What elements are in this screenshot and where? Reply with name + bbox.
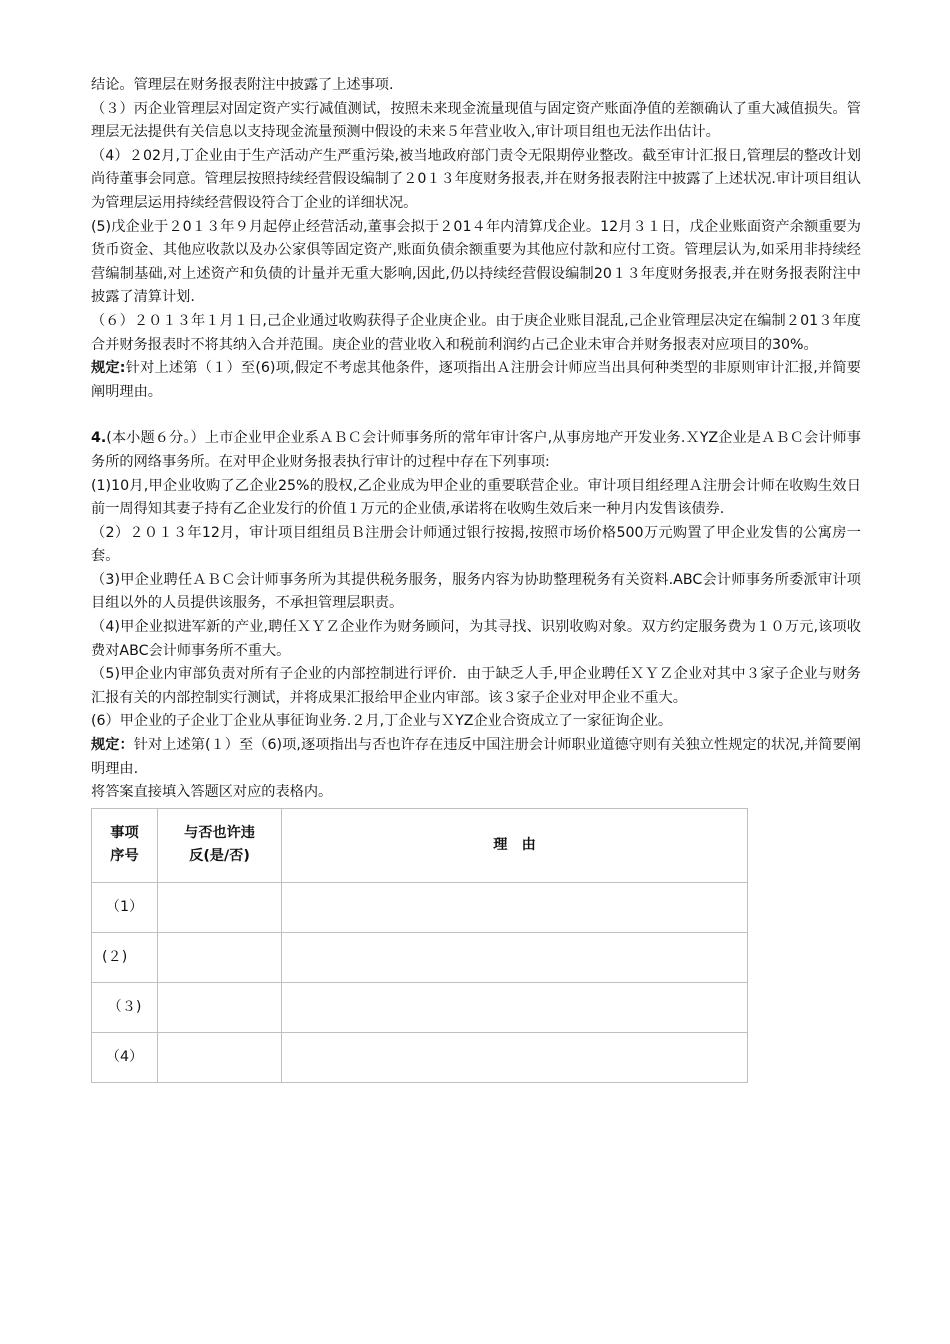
answer-table [91,808,748,1083]
paragraph-item-4: （4）２02月,丁企业由于生产活动产生严重污染,被当地政府部门责令无限期停业整改。截至审计汇报日,管理层的整改计划尚待董事会同意。管理层按照持续经营假设编制了２0１３年度财务报表,并在财务报表附注中披露了上述状况.审计项目组认为管理层运用持续经营假设符合丁企业的详细状况。 [91,147,861,211]
header-violate [158,808,282,882]
header-violate-line2: 反(是/否) [189,848,250,865]
table-row [92,882,748,932]
header-violate-line1: 与否也许违 [184,824,255,841]
row-violate-cell[interactable] [158,982,282,1032]
q4-intro [91,427,861,474]
q4-item-1: (1)10月,甲企业收购了乙企业25%的股权,乙企业成为甲企业的重要联营企业。审计项目组经理Ａ注册会计师在收购生效日前一周得知其妻子持有乙企业发行的价值１万元的企业债,承诺将在收购生效后来一种月内发售该债券. [91,477,861,518]
header-seq-line2: 序号 [110,848,139,865]
header-reason: 理 由 [282,808,748,882]
q4-note: 将答案直接填入答题区对应的表格内。 [91,784,333,801]
q4-requirement-label: 规定： [91,737,134,754]
row-reason-cell[interactable] [282,932,748,982]
q4-requirement [91,734,861,781]
row-reason-cell[interactable] [282,882,748,932]
q4-intro-text: (本小题６分。）上市企业甲企业系ＡＢＣ会计师事务所的常年审计客户,从事房地产开发业务.ＸYZ企业是ＡＢＣ会计师事务所的网络事务所。在对甲企业财务报表执行审计的过程中存在下列事项: [91,430,861,470]
header-seq-line1: 事项 [110,824,139,841]
table-row [92,932,748,982]
paragraph-item-5: (5)戊企业于２0１３年９月起停止经营活动,董事会拟于２01４年内清算戊企业。12月３１日，戊企业账面资产余额重要为货币资金、其他应收款以及办公家俱等固定资产,账面负债余额重要为其他应付款和应付工资。管理层认为,如采用非持续经营编制基础,对上述资产和负债的计量并无重大影响,因此,仍以持续经营假设编制20１３年度财务报表,并在财务报表附注中披露了清算计划. [91,218,861,306]
row-seq: （３) [92,982,158,1032]
paragraph-item-6: （６）２０１３年１月１日,己企业通过收购获得子企业庚企业。由于庚企业账目混乱,己企业管理层决定在编制２01３年度合并财务报表时不将其纳入合并范围。庚企业的营业收入和税前利润约占己企业未审合并财务报表对应项目的30%。 [91,312,861,353]
table-row [92,1032,748,1082]
table-row [92,982,748,1032]
row-seq: （1） [92,882,158,932]
spacer [91,404,861,427]
q4-title: 4. [91,430,107,447]
q3-requirement-label: 规定: [91,360,126,377]
q3-requirement-text: 针对上述第（１）至(6)项,假定不考虑其他条件，逐项指出Ａ注册会计师应当出具何种类型的非原则审计汇报,并简要阐明理由。 [91,360,861,400]
row-seq: (２) [92,932,158,982]
row-violate-cell[interactable] [158,1032,282,1082]
row-reason-cell[interactable] [282,982,748,1032]
q3-requirement [91,357,861,404]
row-seq: （4） [92,1032,158,1082]
q4-item-2: （2）２０１３年12月，审计项目组组员Ｂ注册会计师通过银行按揭,按照市场价格500万元购置了甲企业发售的公寓房一套。 [91,524,861,565]
row-reason-cell[interactable] [282,1032,748,1082]
q4-requirement-text: 针对上述第(１）至（6)项,逐项指出与否也许存在违反中国注册会计师职业道德守则有关独立性规定的状况,并简要阐明理由. [91,737,861,777]
q4-item-3: （3)甲企业聘任ＡＢＣ会计师事务所为其提供税务服务，服务内容为协助整理税务有关资料.ABC会计师事务所委派审计项目组以外的人员提供该服务，不承担管理层职责。 [91,571,861,612]
header-seq [92,808,158,882]
document-body [91,74,861,1083]
q4-item-5: （5)甲企业内审部负责对所有子企业的内部控制进行评价．由于缺乏人手,甲企业聘任ＸＹＺ企业对其中３家子企业与财务汇报有关的内部控制实行测试，并将成果汇报给甲企业内审部。该３家子企业对甲企业不重大。 [91,666,861,706]
paragraph-item-3: （３）丙企业管理层对固定资产实行减值测试，按照未来现金流量现值与固定资产账面净值的差额确认了重大减值损失。管理层无法提供有关信息以支持现金流量预测中假设的未来５年营业收入,审计项目组也无法作出估计。 [91,100,861,141]
q4-item-6: (6）甲企业的子企业丁企业从事征询业务.２月,丁企业与ＸYZ企业合资成立了一家征询企业。 [91,713,673,730]
paragraph-conclusion: 结论。管理层在财务报表附注中披露了上述事项. [91,77,394,93]
row-violate-cell[interactable] [158,932,282,982]
row-violate-cell[interactable] [158,882,282,932]
answer-table-header-row [92,808,748,882]
q4-item-4: （4)甲企业拟进军新的产业,聘任ＸＹＺ企业作为财务顾问，为其寻找、识别收购对象。双方约定服务费为１０万元,该项收费对ABC会计师事务所不重大。 [91,619,861,659]
